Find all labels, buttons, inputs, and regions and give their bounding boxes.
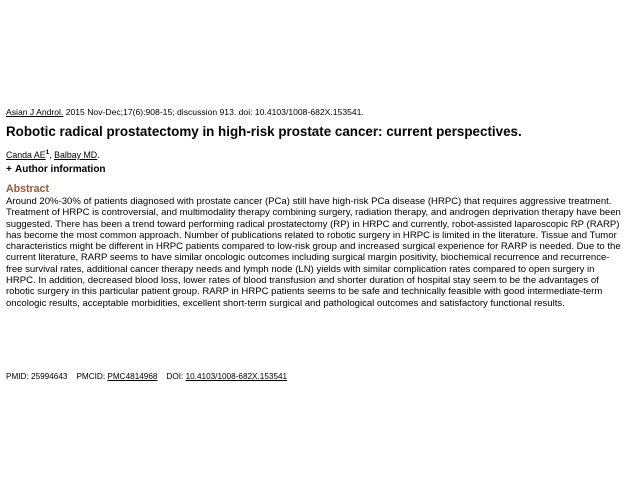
author-link[interactable]: Canda AE — [6, 149, 46, 160]
plus-icon: + — [6, 164, 12, 175]
pmid: PMID: 25994643 — [6, 372, 68, 381]
doi-link[interactable]: 10.4103/1008-682X.153541 — [185, 372, 288, 381]
article-identifiers — [6, 372, 287, 381]
author-list-end: . — [97, 149, 100, 160]
pmcid-link[interactable]: PMC4814968 — [107, 372, 158, 381]
article-title: Robotic radical prostatectomy in high-risk prostate cancer: current perspectives. — [6, 124, 522, 139]
author-list — [6, 149, 100, 160]
author-separator: , — [49, 149, 55, 160]
author-affiliation-marker[interactable]: 1 — [45, 149, 50, 156]
author-link[interactable]: Balbay MD — [54, 149, 98, 160]
doi-label: DOI: — [166, 372, 186, 381]
author-information-label: Author information — [15, 164, 106, 175]
pmcid-label: PMCID: — [76, 372, 108, 381]
abstract-heading: Abstract — [6, 183, 49, 195]
journal-link[interactable]: Asian J Androl. — [6, 107, 64, 117]
citation-line — [6, 107, 364, 117]
author-information-toggle[interactable] — [6, 164, 106, 175]
abstract-text: Around 20%-30% of patients diagnosed with prostate cancer (PCa) still have high-risk PCa disease (HRPC) that requires aggressive treatment. Treatment of HRPC is controversial, and multimodality therapy combining surgery, radiation therapy, and androgen deprivation therapy have been suggested. There has been a trend toward performing radical prostatectomy (RP) in HRPC and currently, robot-assisted laparoscopic RP (RARP) has become the most common approach. Number of publications related to robotic surgery in HRPC is limited in the literature. Tissue and Tumor characteristics might be different in HRPC patients compared to low-risk group and increased surgical experience for RARP is needed. Due to the current literature, RARP seems to have similar oncologic outcomes including surgical margin positivity, biochemical recurrence and recurrence-free survival rates, additional cancer therapy needs and lymph node (LN) yields with similar complication rates compared to open surgery in HRPC. In addition, decreased blood loss, lower rates of blood transfusion and shorter duration of hospital stay seem to be the advantages of robotic surgery in this particular patient group. RARP in HRPC patients seems to be safe and technically feasible with good intermediate-term oncologic results, acceptable morbidities, excellent short-term surgical and pathological outcomes and satisfactory functional results. — [6, 196, 621, 309]
citation-details: 2015 Nov-Dec;17(6):908-15; discussion 913. doi: 10.4103/1008-682X.153541. — [63, 107, 364, 117]
